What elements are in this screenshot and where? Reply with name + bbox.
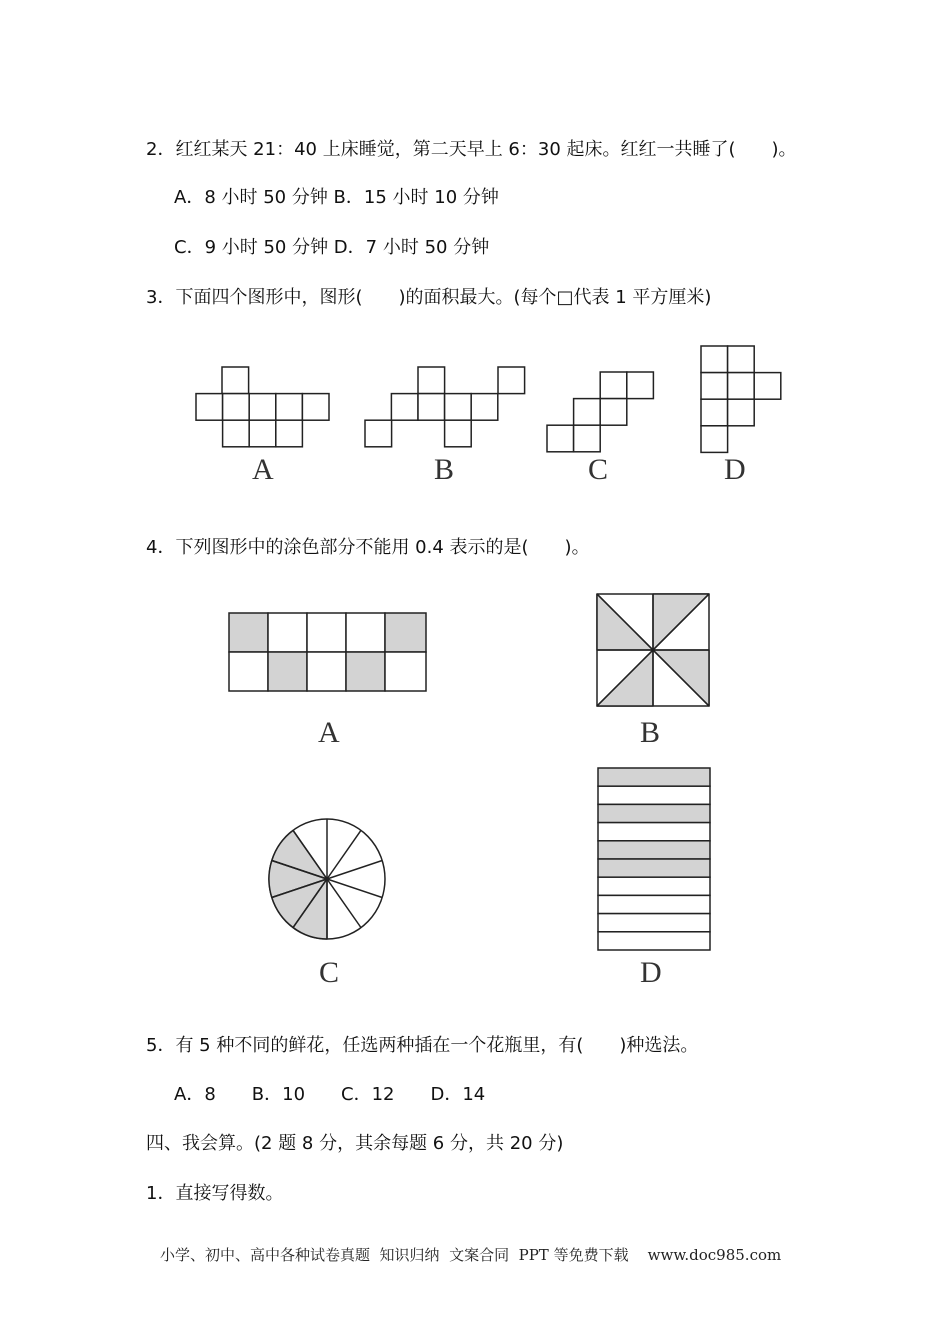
q3-figure-b bbox=[364, 366, 526, 448]
q4-label-c: C bbox=[319, 956, 340, 989]
q4-label-d: D bbox=[640, 956, 662, 989]
section4-q1: 1．直接写得数。 bbox=[146, 1183, 284, 1204]
q3-question: 3．下面四个图形中，图形( )的面积最大。(每个□代表 1 平方厘米) bbox=[146, 287, 712, 308]
q4-question: 4．下列图形中的涂色部分不能用 0.4 表示的是( )。 bbox=[146, 537, 590, 558]
q2-options-row1: A．8 小时 50 分钟 B．15 小时 10 分钟 bbox=[174, 187, 499, 208]
q3-label-b: B bbox=[434, 453, 455, 486]
page-footer: 小学、初中、高中各种试卷真题 知识归纳 文案合同 PPT 等免费下载 www.doc985.com bbox=[160, 1246, 782, 1264]
q3-label-a: A bbox=[252, 453, 274, 486]
q2-question: 2．红红某天 21：40 上床睡觉，第二天早上 6：30 起床。红红一共睡了( )。 bbox=[146, 139, 797, 160]
q4-label-b: B bbox=[640, 716, 661, 749]
q3-label-d: D bbox=[724, 453, 746, 486]
q2-options-row2: C．9 小时 50 分钟 D．7 小时 50 分钟 bbox=[174, 237, 490, 258]
q3-figure-a bbox=[195, 366, 331, 448]
q4-figure-d bbox=[597, 767, 711, 951]
q4-figure-c bbox=[268, 818, 386, 940]
q5-options: A．8 B．10 C．12 D．14 bbox=[174, 1084, 486, 1105]
section4-title: 四、我会算。(2 题 8 分，其余每题 6 分，共 20 分) bbox=[146, 1133, 564, 1154]
q4-label-a: A bbox=[318, 716, 340, 749]
q5-question: 5．有 5 种不同的鲜花，任选两种插在一个花瓶里，有( )种选法。 bbox=[146, 1035, 699, 1056]
q3-figure-d bbox=[700, 345, 782, 453]
q4-figure-a bbox=[228, 612, 428, 692]
q3-figure-c bbox=[546, 371, 656, 453]
q4-figure-b bbox=[596, 593, 710, 707]
q3-label-c: C bbox=[588, 453, 609, 486]
